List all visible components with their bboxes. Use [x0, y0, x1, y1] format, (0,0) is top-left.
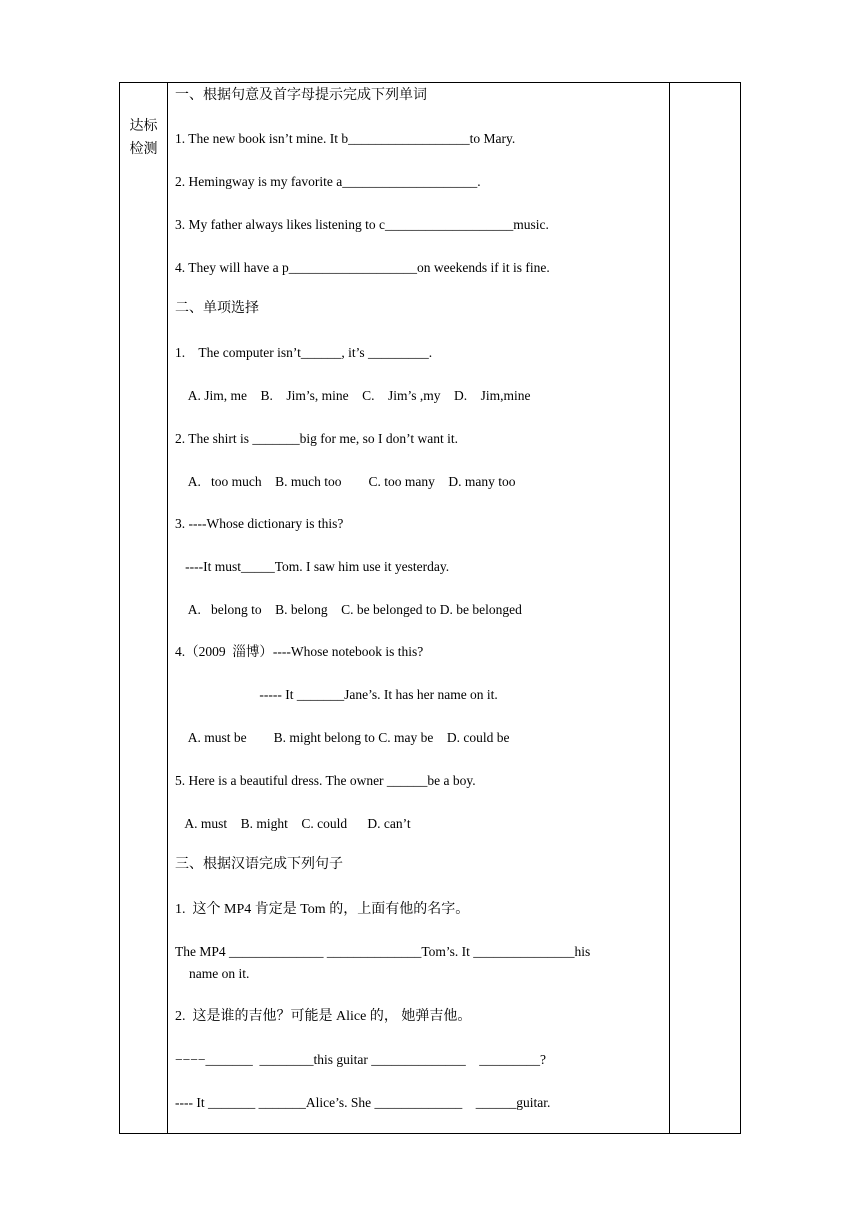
- question-line: 2. Hemingway is my favorite a____________________.: [175, 174, 481, 189]
- chinese-prompt-2: 2. 这是谁的吉他？可能是 Alice 的， 她弹吉他。: [175, 1009, 472, 1024]
- row-label-line-2: 检测: [129, 142, 158, 157]
- section-heading-3: 三、根据汉语完成下列句子: [175, 857, 343, 872]
- column-divider-right: [669, 83, 670, 1133]
- options-line: A. must B. might C. could D. can’t: [175, 816, 411, 831]
- column-divider-left: [167, 83, 168, 1133]
- options-line: A. belong to B. belong C. be belonged to D. be belonged: [175, 602, 522, 617]
- question-line: 3. My father always likes listening to c___________________music.: [175, 217, 549, 232]
- answer-line-1: The MP4 ______________ ______________Tom’s. It _______________his: [175, 944, 591, 959]
- question-line: ----It must_____Tom. I saw him use it yesterday.: [175, 559, 450, 574]
- question-line: 3. ----Whose dictionary is this?: [175, 516, 344, 531]
- answer-line-2a: −−−−_______ ________this guitar ______________ _________?: [175, 1052, 546, 1067]
- question-line: ----- It _______Jane’s. It has her name on it.: [175, 687, 498, 702]
- question-line: 4.（2009 淄博）----Whose notebook is this?: [175, 644, 424, 659]
- section-heading-1: 一、根据句意及首字母提示完成下列单词: [175, 88, 427, 103]
- options-line: A. Jim, me B. Jim’s, mine C. Jim’s ,my D. Jim,mine: [175, 388, 531, 403]
- chinese-prompt-1: 1. 这个 MP4 肯定是 Tom 的，上面有他的名字。: [175, 902, 470, 917]
- options-line: A. must be B. might belong to C. may be D. could be: [175, 730, 510, 745]
- question-line: 2. The shirt is _______big for me, so I don’t want it.: [175, 431, 458, 446]
- question-line: 1. The computer isn’t______, it’s _________.: [175, 345, 433, 360]
- exercise-table: [119, 82, 741, 1134]
- answer-line-1-cont: name on it.: [189, 966, 250, 981]
- question-line: 5. Here is a beautiful dress. The owner ______be a boy.: [175, 773, 476, 788]
- section-heading-2: 二、单项选择: [175, 301, 259, 316]
- row-label-line-1: 达标: [129, 119, 158, 134]
- row-label-cell: [120, 83, 167, 161]
- question-line: 1. The new book isn’t mine. It b__________________to Mary.: [175, 131, 516, 146]
- answer-line-2b: ---- It _______ _______Alice’s. She _____________ ______guitar.: [175, 1095, 551, 1110]
- options-line: A. too much B. much too C. too many D. many too: [175, 474, 516, 489]
- question-line: 4. They will have a p___________________on weekends if it is fine.: [175, 260, 550, 275]
